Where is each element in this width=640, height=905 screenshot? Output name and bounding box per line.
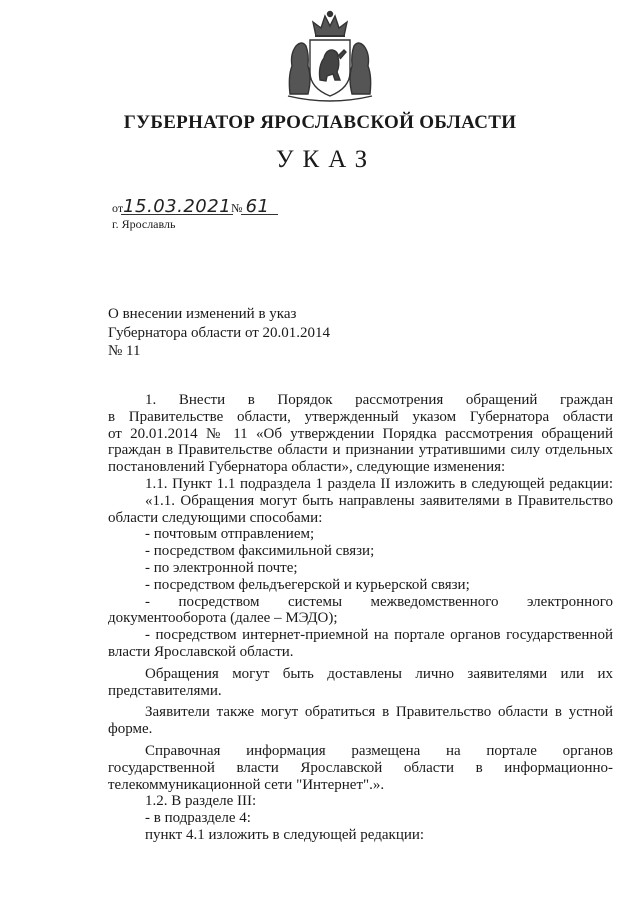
- body-line: от 20.01.2014 № 11 «Об утверждении Порядка рассмотрения обращений: [108, 425, 613, 442]
- subject-line: № 11: [108, 343, 141, 359]
- subject-line: Губернатора области от 20.01.2014: [108, 324, 331, 341]
- document-number: 61: [245, 196, 270, 217]
- issuing-authority: ГУБЕРНАТОР ЯРОСЛАВСКОЙ ОБЛАСТИ: [123, 112, 517, 133]
- body-line: Заявители также могут обратиться в Правительство области в устной: [145, 704, 613, 721]
- document-type-title: УКАЗ: [275, 146, 377, 173]
- document-body: [108, 392, 613, 844]
- body-line: телекоммуникационной сети "Интернет".».: [108, 776, 385, 793]
- body-line: - в подразделе 4:: [145, 810, 251, 827]
- body-line: 1.1. Пункт 1.1 подраздела 1 раздела II изложить в следующей редакции:: [145, 475, 613, 492]
- number-prefix: №: [231, 201, 243, 215]
- coat-of-arms-icon: [282, 10, 378, 102]
- issuing-city: г. Ярославль: [112, 217, 176, 231]
- body-line: 1.2. В разделе III:: [145, 793, 257, 810]
- body-line: представителями.: [108, 682, 222, 699]
- body-line: пункт 4.1 изложить в следующей редакции:: [145, 826, 425, 843]
- body-line: Обращения могут быть доставлены лично заявителями или их: [145, 665, 613, 682]
- subject-line: О внесении изменений в указ: [108, 306, 297, 322]
- body-line: в Правительстве области, утвержденный указом Губернатора области: [108, 408, 613, 425]
- body-line: документооборота (далее – МЭДО);: [108, 610, 338, 627]
- body-line: - посредством фельдъегерской и курьерской связи;: [145, 576, 470, 593]
- body-line: области следующими способами:: [108, 509, 323, 526]
- body-line: - по электронной почте;: [145, 559, 298, 576]
- body-line: - посредством системы межведомственного электронного: [145, 593, 613, 610]
- body-line: - посредством факсимильной связи;: [145, 543, 375, 560]
- document-date: 15.03.2021: [123, 196, 232, 217]
- body-line: власти Ярославской области.: [108, 643, 294, 660]
- body-line: граждан в Правительстве области и признании утратившими силу отдельных: [108, 442, 613, 459]
- document-date-number: [112, 196, 276, 217]
- body-line: - посредством интернет-приемной на портале органов государственной: [145, 627, 613, 644]
- date-prefix: от: [112, 201, 124, 215]
- document-subject: [108, 305, 368, 361]
- body-line: 1. Внести в Порядок рассмотрения обращений граждан: [145, 392, 613, 408]
- body-line: Справочная информация размещена на портале органов: [145, 742, 613, 759]
- body-line: государственной власти Ярославской области в информационно-: [108, 759, 613, 776]
- body-line: постановлений Губернатора области», следующие изменения:: [108, 459, 506, 476]
- body-line: «1.1. Обращения могут быть направлены заявителями в Правительство: [145, 492, 613, 509]
- body-line: форме.: [108, 721, 153, 738]
- body-line: - почтовым отправлением;: [145, 526, 315, 543]
